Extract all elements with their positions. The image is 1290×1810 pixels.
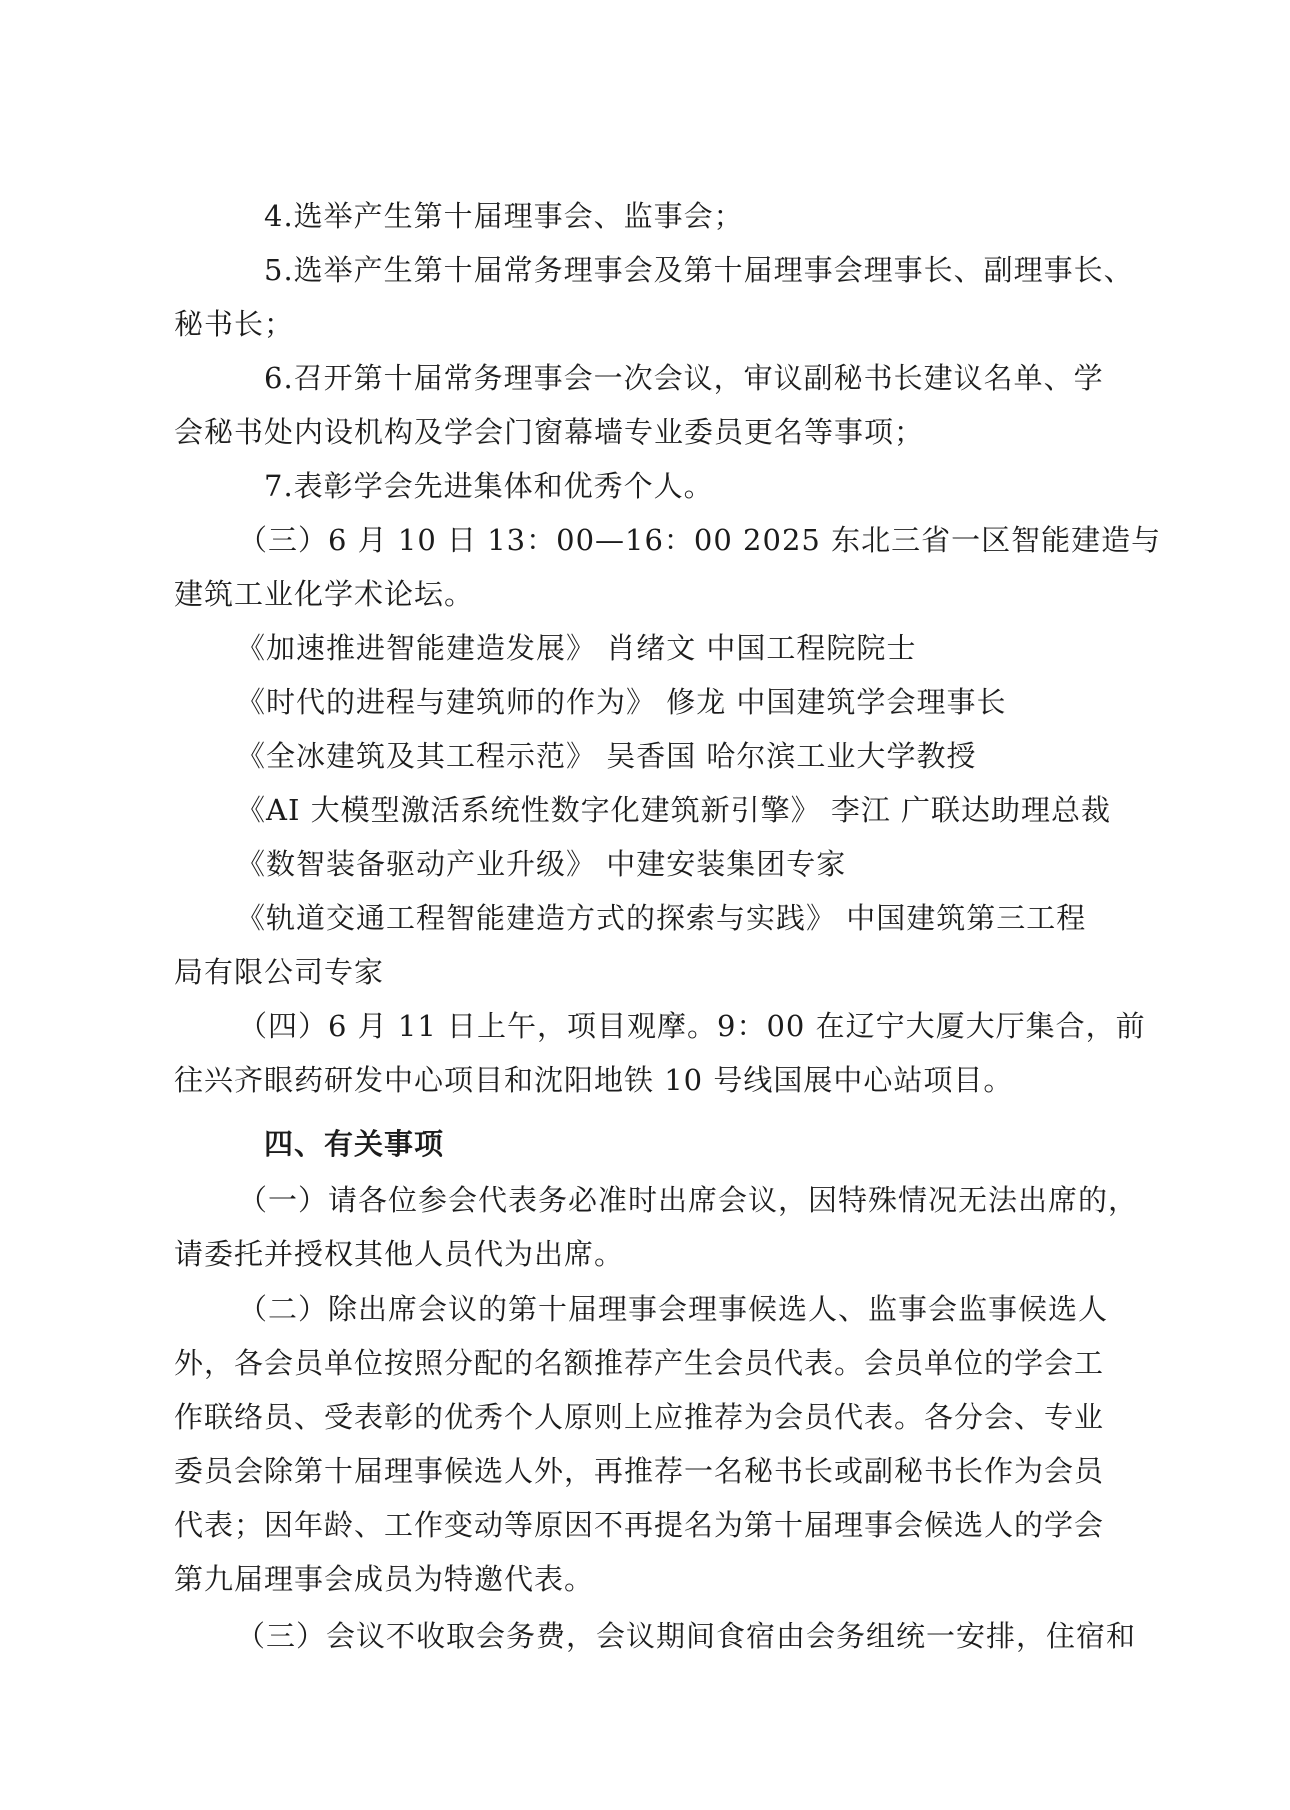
program-item-6-line-1: 6.召开第十届常务理事会一次会议，审议副秘书长建议名单、学 [264,361,1104,395]
matters-p2-line-2: 外，各会员单位按照分配的名额推荐产生会员代表。会员单位的学会工 [174,1346,1105,1380]
program-item-5-line-2: 秘书长； [174,307,295,341]
program-item-5-line-1: 5.选举产生第十届常务理事会及第十届理事会理事长、副理事长、 [264,253,1134,287]
session-4-line-2: 往兴齐眼药研发中心项目和沈阳地铁 10 号线国展中心站项目。 [174,1063,1014,1097]
matters-p2-line-6: 第九届理事会成员为特邀代表。 [174,1562,595,1596]
session-3-line-1: （三）6 月 10 日 13：00—16：00 2025 东北三省一区智能建造与 [238,523,1162,557]
matters-p3-line-1: （三）会议不收取会务费，会议期间食宿由会务组统一安排，住宿和 [236,1619,1137,1653]
talk-1: 《加速推进智能建造发展》 肖绪文 中国工程院院士 [236,631,917,665]
section-heading-matters: 四、有关事项 [264,1127,445,1161]
matters-p1-line-2: 请委托并授权其他人员代为出席。 [174,1237,625,1271]
matters-p2-line-4: 委员会除第十届理事候选人外，再推荐一名秘书长或副秘书长作为会员 [174,1454,1105,1488]
talk-6-line-1: 《轨道交通工程智能建造方式的探索与实践》 中国建筑第三工程 [236,901,1087,935]
talk-6-line-2: 局有限公司专家 [174,955,385,989]
talk-2: 《时代的进程与建筑师的作为》 修龙 中国建筑学会理事长 [236,685,1007,719]
matters-p2-line-5: 代表；因年龄、工作变动等原因不再提名为第十届理事会候选人的学会 [174,1508,1105,1542]
talk-3: 《全冰建筑及其工程示范》 吴香国 哈尔滨工业大学教授 [236,739,977,773]
program-item-6-line-2: 会秘书处内设机构及学会门窗幕墙专业委员更名等事项； [174,415,925,449]
matters-p2-line-3: 作联络员、受表彰的优秀个人原则上应推荐为会员代表。各分会、专业 [174,1400,1105,1434]
matters-p2-line-1: （二）除出席会议的第十届理事会理事候选人、监事会监事候选人 [238,1292,1109,1326]
program-item-7: 7.表彰学会先进集体和优秀个人。 [264,469,714,503]
talk-4: 《AI 大模型激活系统性数字化建筑新引擎》 李江 广联达助理总裁 [236,793,1112,827]
matters-p1-line-1: （一）请各位参会代表务必准时出席会议，因特殊情况无法出席的， [238,1183,1139,1217]
session-4-line-1: （四）6 月 11 日上午，项目观摩。9：00 在辽宁大厦大厅集合，前 [238,1009,1146,1043]
talk-5: 《数智装备驱动产业升级》 中建安装集团专家 [236,847,847,881]
program-item-4: 4.选举产生第十届理事会、监事会； [264,199,744,233]
session-3-line-2: 建筑工业化学术论坛。 [174,577,475,611]
